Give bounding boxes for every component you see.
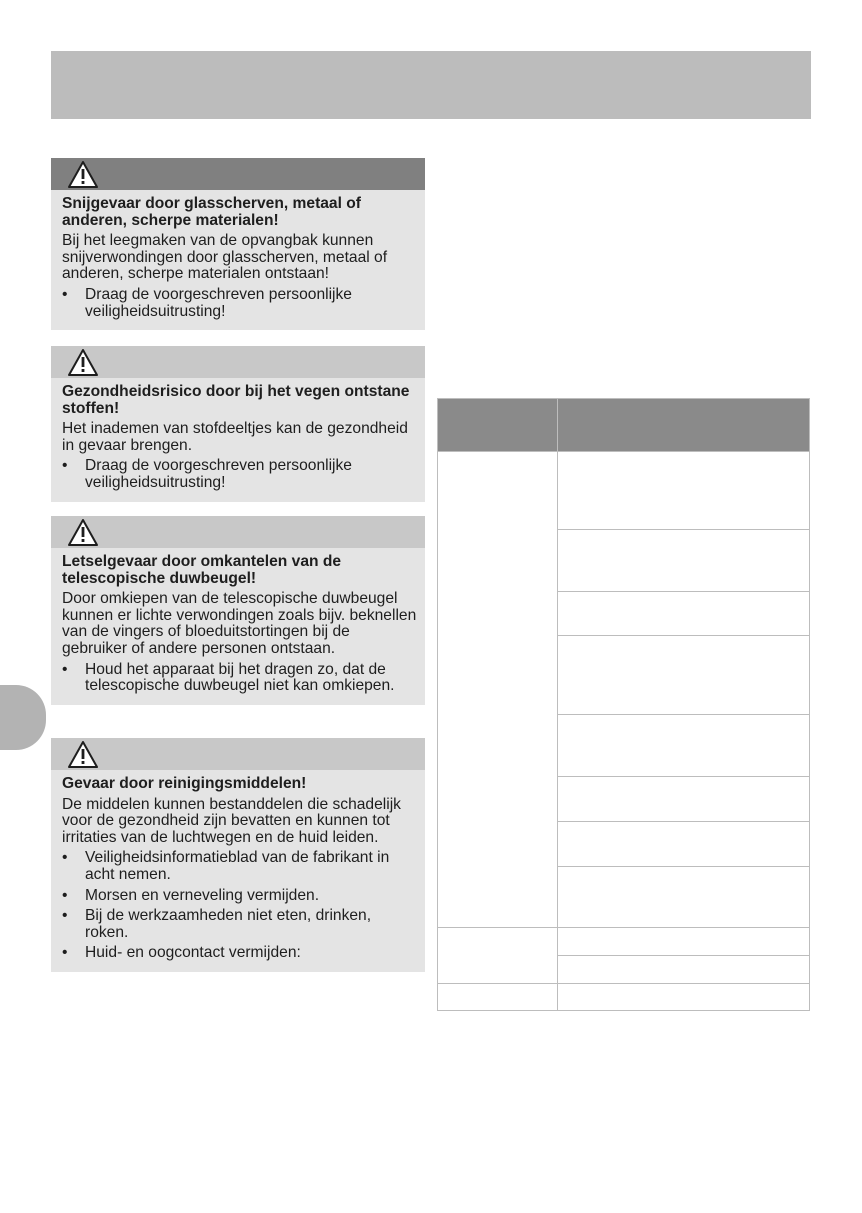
table-cell (558, 822, 810, 867)
warning-box-cleaning-agents (51, 738, 425, 972)
warning-box-dust-hazard (51, 346, 425, 502)
warning-bullet: • Draag de voorgeschreven persoonlijke veiligheidsuitrusting! (62, 287, 417, 320)
table-cell (558, 530, 810, 592)
warning-title: Letselgevaar door omkantelen van de telescopische duwbeugel! (62, 553, 342, 587)
warning-triangle-icon (67, 160, 99, 189)
warning-bullet-list (62, 662, 417, 695)
warning-title: Gevaar door reinigingsmiddelen! (62, 775, 307, 792)
warning-box-tipping-hazard (51, 516, 425, 705)
warning-triangle-icon (67, 348, 99, 377)
table-row (438, 984, 810, 1011)
warning-header (51, 516, 425, 548)
warning-box-cut-hazard (51, 158, 425, 330)
table-cell (558, 715, 810, 777)
table-cell (558, 777, 810, 822)
page-header-band (51, 51, 811, 119)
table-cell (438, 928, 558, 984)
warning-bullet: • Houd het apparaat bij het dragen zo, dat de telescopische duwbeugel niet kan omkiepen. (62, 662, 417, 695)
warning-bullet-list (62, 287, 417, 320)
table-cell (558, 956, 810, 984)
warning-bullet-list (62, 850, 417, 962)
warning-bullet: • Draag de voorgeschreven persoonlijke veiligheidsuitrusting! (62, 458, 417, 491)
warning-text: De middelen kunnen bestanddelen die schadelijk voor de gezondheid zijn bevatten en kunnen tot irritaties van de luchtwegen en de huid leiden. (62, 795, 401, 846)
warning-title: Gezondheidsrisico door bij het vegen ontstane stoffen! (62, 383, 410, 417)
maintenance-table (437, 398, 810, 1011)
table-cell (558, 984, 810, 1011)
warning-bullet: • Morsen en verneveling vermijden. (62, 888, 417, 905)
table-cell (558, 636, 810, 715)
warning-triangle-icon (67, 518, 99, 547)
warning-bullet: • Bij de werkzaamheden niet eten, drinken, roken. (62, 908, 417, 941)
warning-text: Het inademen van stofdeeltjes kan de gezondheid in gevaar brengen. (62, 420, 408, 454)
warning-header (51, 346, 425, 378)
table-cell (558, 928, 810, 956)
table-cell (558, 867, 810, 928)
warning-text: Door omkiepen van de telescopische duwbeugel kunnen er lichte verwondingen zoals bijv. beknellen van de vingers of bloeduitstortingen bij de gebruiker of andere personen ontstaan. (62, 590, 417, 657)
warning-bullet: • Veiligheidsinformatieblad van de fabrikant in acht nemen. (62, 850, 417, 883)
warning-text: Bij het leegmaken van de opvangbak kunnen snijverwondingen door glasscherven, metaal of anderen, scherpe materialen ontstaan! (62, 232, 388, 283)
table-cell (438, 984, 558, 1011)
warning-bullet-list (62, 458, 417, 491)
table-row (438, 452, 810, 530)
table-cell (558, 592, 810, 636)
table-row (438, 928, 810, 956)
warning-header (51, 738, 425, 770)
table-cell (558, 452, 810, 530)
warning-triangle-icon (67, 740, 99, 769)
table-header-row (438, 399, 810, 452)
chapter-tab (0, 685, 46, 750)
warning-title: Snijgevaar door glasscherven, metaal of anderen, scherpe materialen! (62, 195, 361, 229)
warning-bullet: • Huid- en oogcontact vermijden: (62, 945, 417, 962)
table-cell (438, 452, 558, 928)
warning-header (51, 158, 425, 190)
table-header-cell (438, 399, 558, 452)
table-header-cell (558, 399, 810, 452)
